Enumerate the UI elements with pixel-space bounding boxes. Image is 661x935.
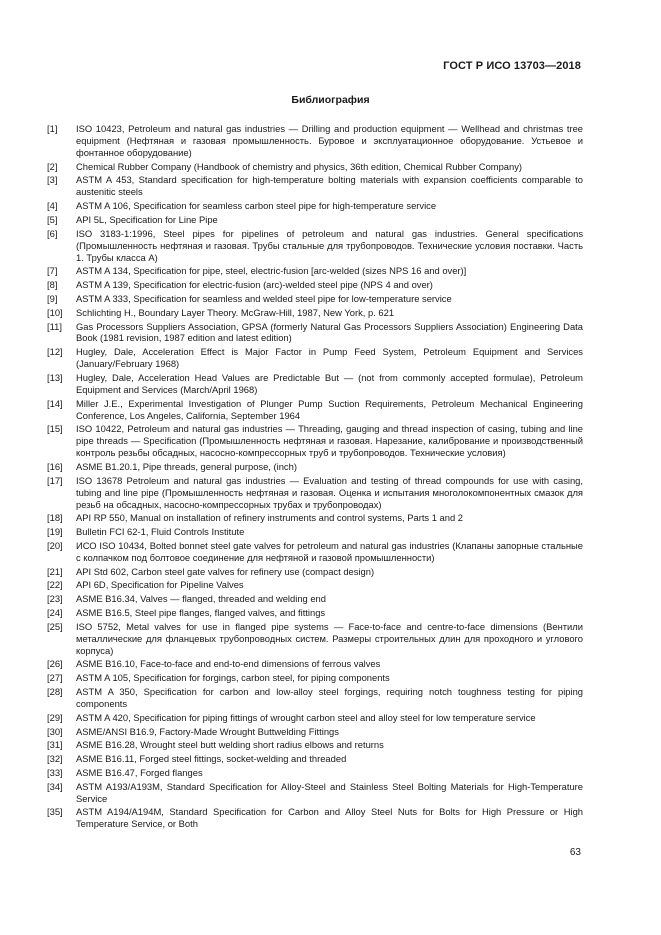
bibliography-entry [47, 579, 583, 591]
entry-text: ASTM A 134, Specification for pipe, steel, electric-fusion [arc-welded (sizes NPS 16 and over)] [76, 265, 467, 277]
bibliography-entry [47, 214, 583, 226]
entry-number: [25] [47, 620, 63, 632]
entry-number: [31] [47, 739, 63, 751]
entry-number: [32] [47, 753, 63, 765]
entry-number: [2] [47, 160, 58, 172]
entry-number: [13] [47, 371, 63, 383]
entry-number: [22] [47, 579, 63, 591]
entry-number: [34] [47, 780, 63, 792]
entry-text: API Std 602, Carbon steel gate valves for refinery use (compact design) [76, 565, 375, 577]
bibliography-entry [47, 607, 583, 619]
bibliography-entry [47, 686, 583, 710]
entry-text: Schlichting H., Boundary Layer Theory. McGraw-Hill, 1987, New York, p. 621 [76, 306, 395, 318]
bibliography-entry [47, 423, 583, 459]
entry-text: ASME B16.5, Steel pipe flanges, flanged valves, and fittings [76, 607, 326, 619]
entry-number: [1] [47, 123, 58, 134]
entry-number: [29] [47, 711, 63, 723]
entry-text: ISO 3183-1:1996, Steel pipes for pipelines of petroleum and natural gas industries. General specifications (Промышленность нефтяная и газовая. Трубы стальные для трубопроводов. Технические условия поставки. Часть 1. Трубы класса А) [76, 227, 583, 263]
entry-number: [26] [47, 658, 63, 670]
document-id-header: ГОСТ Р ИСО 13703—2018 [443, 60, 581, 72]
bibliography-entry [47, 712, 583, 724]
bibliography-entry [47, 566, 583, 578]
entry-number: [28] [47, 686, 63, 698]
entry-text: Hugley, Dale, Acceleration Effect is Major Factor in Pump Feed System, Petroleum Equipment and Services (January/February 1968) [76, 346, 583, 370]
bibliography-entry [47, 279, 583, 291]
bibliography-entry [47, 321, 583, 345]
bibliography-entry [47, 398, 583, 422]
entry-number: [30] [47, 725, 63, 737]
entry-text: Chemical Rubber Company (Handbook of chemistry and physics, 36th edition, Chemical Rubber Company) [76, 160, 523, 172]
entry-number: [18] [47, 512, 63, 524]
bibliography-entry [47, 512, 583, 524]
entry-number: [5] [47, 213, 58, 225]
entry-number: [19] [47, 526, 63, 538]
entry-number: [17] [47, 474, 63, 486]
entry-number: [12] [47, 346, 63, 358]
bibliography-entry [47, 174, 583, 198]
entry-number: [24] [47, 607, 63, 619]
bibliography-entry [47, 726, 583, 738]
entry-text: API RP 550, Manual on installation of refinery instruments and control systems, Parts 1 and 2 [76, 512, 464, 524]
entry-number: [9] [47, 292, 58, 304]
entry-number: [27] [47, 672, 63, 684]
bibliography-entry [47, 593, 583, 605]
bibliography-entry [47, 739, 583, 751]
entry-text: ASME B16.11, Forged steel fittings, socket-welding and threaded [76, 753, 347, 765]
bibliography-entry [47, 621, 583, 657]
entry-number: [35] [47, 806, 63, 818]
entry-text: Bulletin FCI 62-1, Fluid Controls Institute [76, 526, 245, 538]
entry-text: ASTM A 106, Specification for seamless carbon steel pipe for high-temperature service [76, 200, 437, 212]
entry-text: Hugley, Dale, Acceleration Head Values are Predictable But — (not from commonly accepted formulae), Petroleum Equipment and Services (March/April 1968) [76, 371, 583, 395]
bibliography-entry [47, 475, 583, 511]
entry-text: ISO 13678 Petroleum and natural gas industries — Evaluation and testing of thread compounds for use with casing, tubing and line pipe (Промышленность нефтяная и газовая. Оценка и испытания многолокомпонентных смазок для резьб на обсадных, насосно-компрессорных трубах и трубопроводах) [76, 474, 583, 510]
entry-text: ASME B16.10, Face-to-face and end-to-end dimensions of ferrous valves [76, 658, 381, 670]
entry-text: Miller J.E., Experimental Investigation of Plunger Pump Suction Requirements, Petroleum Mechanical Engineering Conference, Los Angeles, California, September 1964 [76, 397, 583, 421]
bibliography-entry [47, 753, 583, 765]
entry-text: ISO 10422, Petroleum and natural gas industries — Threading, gauging and thread inspection of casing, tubing and line pipe threads — Specification (Промышленность нефтяная и газовая. Нарезание, калибрование и производственный контроль резьбы обсадных, насосно-компрессорных труб и трубопроводов. Технические условия) [76, 423, 583, 459]
section-title: Библиография [291, 94, 370, 106]
bibliography-entry [47, 123, 583, 159]
entry-number: [10] [47, 306, 63, 318]
entry-number: [8] [47, 279, 58, 291]
bibliography-entry [47, 540, 583, 564]
page-number: 63 [569, 847, 581, 858]
bibliography-entry [47, 307, 583, 319]
entry-text: ASTM A 350, Specification for carbon and low-alloy steel forgings, requiring notch toughness testing for piping components [76, 686, 583, 709]
entry-number: [14] [47, 397, 63, 409]
entry-text: ASME B16.47, Forged flanges [76, 766, 203, 778]
entry-text: ASTM A 420, Specification for piping fittings of wrought carbon steel and alloy steel for low temperature service [76, 711, 536, 723]
entry-text: API 5L, Specification for Line Pipe [76, 213, 218, 225]
entry-number: [16] [47, 460, 63, 472]
entry-text: ASTM A 333, Specification for seamless and welded steel pipe for low-temperature service [76, 292, 452, 304]
entry-text: ASTM A 453, Standard specification for high-temperature bolting materials with expansion coefficients comparable to austenitic steels [76, 174, 583, 198]
bibliography-entry [47, 265, 583, 277]
bibliography-entry [47, 346, 583, 370]
entry-number: [23] [47, 593, 63, 605]
entry-number: [21] [47, 565, 63, 577]
entry-text: ISO 5752, Metal valves for use in flanged pipe systems — Face-to-face and centre-to-face dimensions (Вентили металлические для фланцевых трубопроводных систем. Размеры строительных длин для проходного и углового корпуса) [76, 620, 583, 656]
entry-text: ASTM A 105, Specification for forgings, carbon steel, for piping components [76, 672, 390, 684]
entry-number: [6] [47, 227, 58, 239]
entry-text: ИСО ISO 10434, Bolted bonnet steel gate valves for petroleum and natural gas industries (Клапаны запорные стальные с колпачком под болтовое соединение для нефтяной и газовой промышленности) [76, 539, 583, 563]
bibliography-entry [47, 161, 583, 173]
bibliography-entry [47, 806, 583, 830]
bibliography-list [47, 123, 583, 832]
entry-text: ASME B16.28, Wrought steel butt welding short radius elbows and returns [76, 739, 384, 751]
entry-number: [3] [47, 174, 58, 186]
entry-number: [20] [47, 539, 63, 551]
entry-text: API 6D, Specification for Pipeline Valves [76, 579, 244, 591]
bibliography-entry [47, 672, 583, 684]
entry-text: ASME B1.20.1, Pipe threads, general purpose, (inch) [76, 460, 297, 472]
entry-number: [15] [47, 423, 63, 435]
entry-text: ISO 10423, Petroleum and natural gas industries — Drilling and production equipment — Wellhead and christmas tree equipment (Нефтяная и газовая промышленность. Буровое и эксплуатационное оборудование. Устьевое и фонтанное оборудование) [76, 123, 583, 158]
bibliography-entry [47, 526, 583, 538]
entry-number: [4] [47, 200, 58, 212]
entry-number: [11] [47, 320, 62, 332]
entry-text: ASTM A 139, Specification for electric-fusion (arc)-welded steel pipe (NPS 4 and over) [76, 279, 433, 291]
bibliography-entry [47, 200, 583, 212]
entry-text: ASME B16.34, Valves — flanged, threaded and welding end [76, 593, 326, 605]
bibliography-entry [47, 767, 583, 779]
entry-text: ASME/ANSI B16.9, Factory-Made Wrought Buttwelding Fittings [76, 725, 339, 737]
bibliography-entry [47, 293, 583, 305]
bibliography-entry [47, 372, 583, 396]
entry-number: [7] [47, 265, 58, 277]
bibliography-entry [47, 461, 583, 473]
bibliography-entry [47, 781, 583, 805]
bibliography-entry [47, 228, 583, 264]
entry-text: ASTM A193/A193M, Standard Specification for Alloy-Steel and Stainless Steel Bolting Materials for High-Temperature Service [76, 780, 583, 804]
entry-number: [33] [47, 766, 63, 778]
entry-text: Gas Processors Suppliers Association, GPSA (formerly Natural Gas Processors Suppliers Association) Engineering Data Book (1981 revision, 1987 edition and latest edition) [76, 320, 583, 344]
bibliography-entry [47, 658, 583, 670]
entry-text: ASTM A194/A194M, Standard Specification for Carbon and Alloy Steel Nuts for Bolts for High Pressure or High Temperature Service, or Both [76, 806, 583, 830]
